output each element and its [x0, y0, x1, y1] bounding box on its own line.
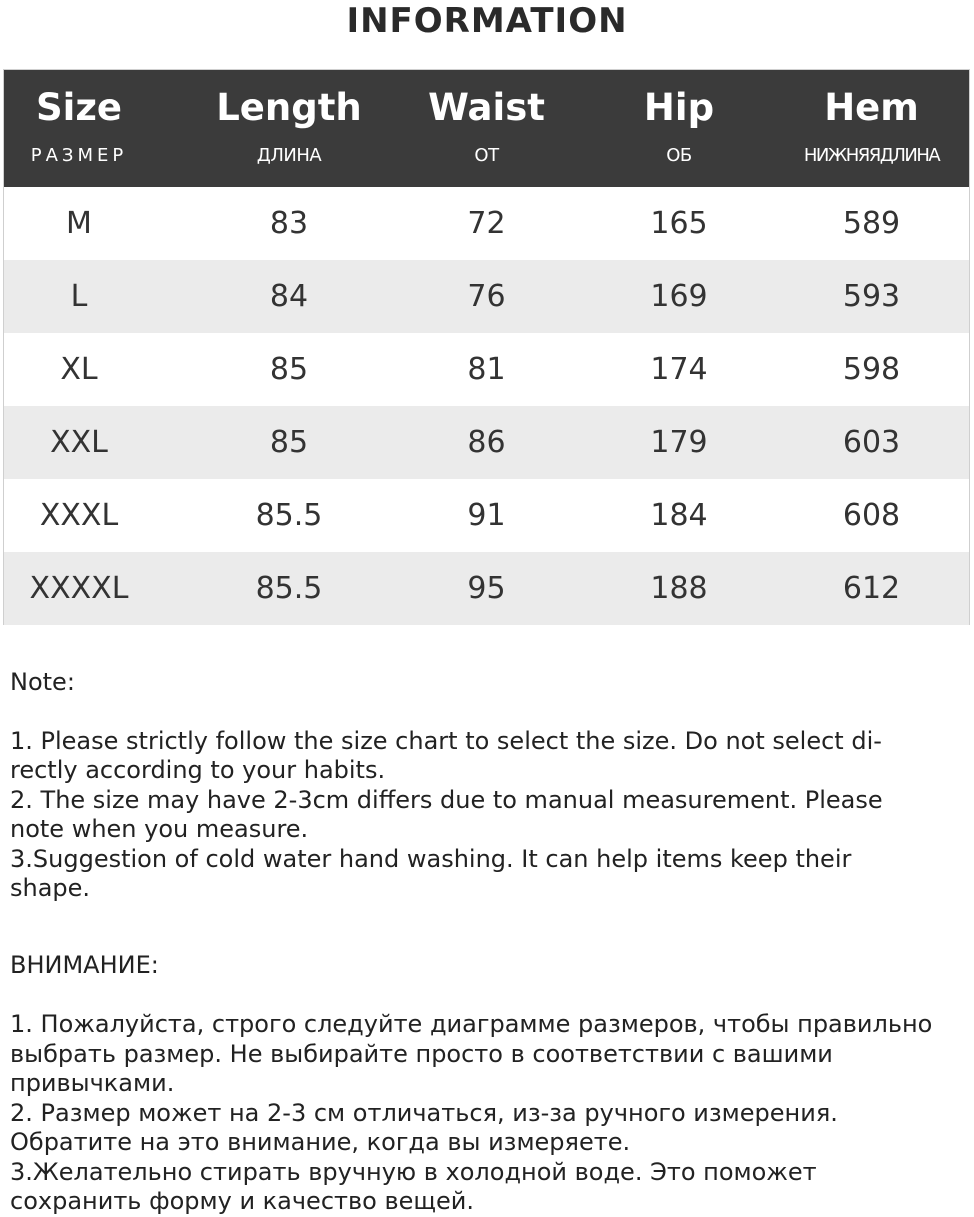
cell-size: XL: [60, 352, 98, 387]
cell-waist: 76: [467, 279, 506, 314]
table-row: [4, 479, 969, 552]
header-waist: [389, 70, 584, 187]
header-hem-ru: НИЖНЯЯДЛИНА: [803, 145, 940, 166]
cell-size: L: [70, 279, 88, 314]
header-size-en: Size: [36, 86, 122, 129]
table-row: [4, 406, 969, 479]
cell-length: 85.5: [255, 498, 323, 533]
cell-size: M: [66, 206, 92, 241]
note-line: выбрать размер. Не выбирайте просто в соответствии с вашими: [10, 1039, 833, 1068]
header-hip-ru: ОБ: [666, 145, 692, 166]
note-line: 3.Suggestion of cold water hand washing. It can help items keep their: [10, 844, 852, 873]
cell-hip: 165: [650, 206, 708, 241]
header-hip-en: Hip: [643, 86, 715, 129]
note-line: сохранить форму и качество вещей.: [10, 1187, 474, 1215]
note-line: 3.Желательно стирать вручную в холодной воде. Это поможет: [10, 1157, 817, 1186]
header-length-ru: ДЛИНА: [256, 145, 322, 166]
note-line: 2. The size may have 2-3cm differs due to manual measurement. Please: [10, 785, 883, 814]
table-row: [4, 260, 969, 333]
note-line: 1. Please strictly follow the size chart to select the size. Do not select di-: [10, 726, 882, 755]
header-waist-en: Waist: [428, 86, 545, 129]
cell-hip: 169: [650, 279, 708, 314]
notes-section: [10, 668, 970, 1217]
note-line: 2. Размер может на 2-3 см отличаться, из-за ручного измерения.: [10, 1098, 838, 1127]
cell-waist: 95: [467, 571, 506, 606]
note-line: shape.: [10, 874, 91, 902]
cell-waist: 81: [467, 352, 506, 387]
note-line: Обратите на это внимание, когда вы измеряете.: [10, 1128, 631, 1156]
header-waist-ru: ОТ: [474, 145, 499, 166]
cell-hem: 598: [842, 352, 901, 387]
cell-hip: 179: [650, 425, 708, 460]
header-length-en: Length: [216, 86, 362, 129]
cell-length: 85: [269, 425, 309, 460]
cell-length: 85.5: [255, 571, 323, 606]
cell-length: 85: [269, 352, 309, 387]
header-size: [4, 70, 154, 187]
header-hip: [584, 70, 774, 187]
cell-size: XXXL: [39, 498, 119, 533]
table-row: [4, 552, 969, 625]
table-row: [4, 187, 969, 260]
cell-size: XXXXL: [29, 571, 129, 606]
note-line: 1. Пожалуйста, строго следуйте диаграмме размеров, чтобы правильно: [10, 1010, 933, 1038]
header-size-ru: РАЗМЕР: [30, 145, 128, 166]
cell-waist: 72: [467, 206, 506, 241]
note-heading-ru: ВНИМАНИЕ:: [10, 950, 159, 979]
table-body: [4, 187, 969, 625]
page-title: INFORMATION: [346, 1, 628, 41]
cell-hem: 608: [842, 498, 901, 533]
header-length: [189, 70, 389, 187]
cell-hip: 184: [650, 498, 708, 533]
cell-hip: 174: [650, 352, 708, 387]
note-line: rectly according to your habits.: [10, 756, 386, 784]
table-header: [4, 70, 969, 187]
note-line: привычками.: [10, 1069, 175, 1097]
cell-waist: 86: [467, 425, 506, 460]
cell-size: XXL: [50, 425, 108, 460]
cell-hem: 593: [842, 279, 901, 314]
table-row: [4, 333, 969, 406]
cell-hem: 589: [842, 206, 901, 241]
cell-length: 83: [269, 206, 309, 241]
size-chart-table: [3, 69, 970, 625]
cell-hem: 603: [842, 425, 901, 460]
cell-length: 84: [269, 279, 309, 314]
note-line: note when you measure.: [10, 815, 309, 843]
cell-hip: 188: [650, 571, 708, 606]
note-heading-en: Note:: [10, 668, 75, 696]
header-hem-en: Hem: [824, 86, 919, 129]
cell-hem: 612: [842, 571, 901, 606]
header-hem: [774, 70, 969, 187]
cell-waist: 91: [467, 498, 506, 533]
